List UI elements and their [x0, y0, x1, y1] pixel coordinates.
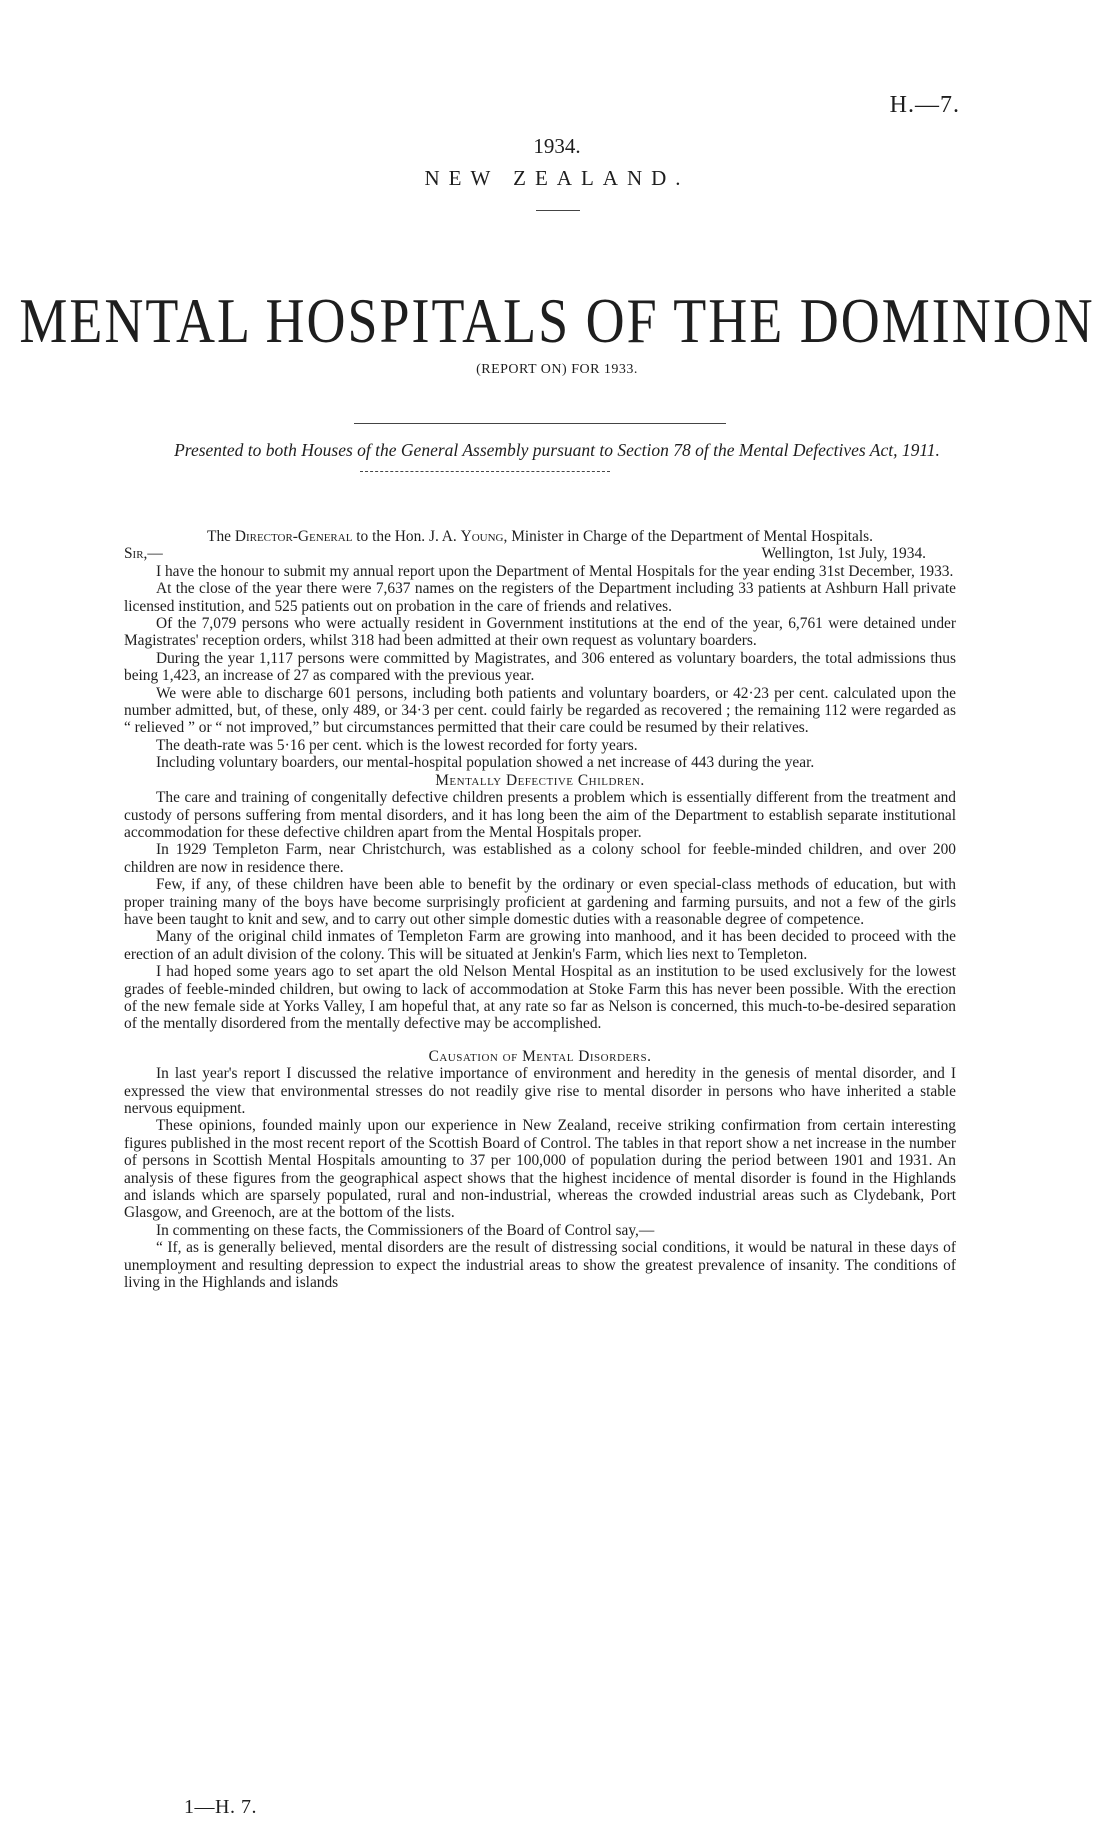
paragraph: At the close of the year there were 7,637 names on the registers of the Department including 33 patients at Ashburn Hall private licensed institution, and 525 patients out on probation in the care of friends and relatives.: [124, 580, 956, 615]
addressee-mid: to the Hon. J. A.: [352, 528, 461, 545]
paragraph: I have the honour to submit my annual report upon the Department of Mental Hospitals for the year ending 31st December, 1933.: [156, 562, 954, 580]
paragraph: Few, if any, of these children have been able to benefit by the ordinary or even special-class methods of education, but with proper training many of the boys have become surprisingly proficient at gardening and farming pursuits, and not a few of the girls have been taught to knit and sew, and to carry out other simple domestic duties with a reasonable degree of competence.: [124, 876, 956, 928]
addressee-post: , Minister in Charge of the Department of Mental Hospitals.: [503, 528, 873, 545]
dateline: Wellington, 1st July, 1934.: [761, 545, 926, 563]
addressee-pre: The: [207, 528, 235, 545]
salutation: Sir,—: [124, 545, 163, 563]
report-body: [124, 528, 956, 1291]
paragraph: Of the 7,079 persons who were actually resident in Government institutions at the end of the year, 6,761 were detained under Magistrates' reception orders, whilst 318 had been admitted at their own request as voluntary boarders.: [124, 615, 956, 650]
report-title: MENTAL HOSPITALS OF THE DOMINION: [19, 285, 1095, 356]
addressee-name: Young: [460, 528, 504, 545]
presented-note: Presented to both Houses of the General Assembly pursuant to Section 78 of the Mental Defectives Act, 1911.: [174, 440, 940, 460]
section-heading-causation: Causation of Mental Disorders.: [428, 1047, 652, 1065]
paragraph: During the year 1,117 persons were committed by Magistrates, and 306 entered as voluntary boarders, the total admissions thus being 1,423, an increase of 27 as compared with the previous year.: [124, 649, 956, 685]
addressee-from: Director-General: [234, 528, 353, 545]
paragraph: I had hoped some years ago to set apart the old Nelson Mental Hospital as an institution to be used exclusively for the lowest grades of feeble-minded children, but owing to lack of accommodation at Stoke Farm this has never been possible. With the erection of the new female side at Yorks Valley, I am hopeful that, at any rate so far as Nelson is concerned, this much-to-be-desired separation of the mentally disordered from the mentally defective may be accomplished.: [124, 963, 956, 1033]
paragraph: The death-rate was 5·16 per cent. which is the lowest recorded for forty years.: [156, 736, 638, 754]
page-signature: 1—H. 7.: [184, 1796, 257, 1818]
paragraph: These opinions, founded mainly upon our experience in New Zealand, receive striking confirmation from certain interesting figures published in the most recent report of the Scottish Board of Control. The tables in that report show a net increase in the number of persons in Scottish Mental Hospitals amounting to 37 per 100,000 of population during the period between 1901 and 1931. An analysis of these figures from the geographical aspect shows that the highest incidence of mental disorder is found in the Highlands and islands which are sparsely populated, rural and non-industrial, whereas the crowded industrial areas such as Clydebank, Port Glasgow, and Greenoch, are at the bottom of the lists.: [124, 1117, 956, 1222]
paper-reference: H.—7.: [889, 92, 960, 118]
paragraph: In 1929 Templeton Farm, near Christchurch, was established as a colony school for feeble-minded children, and over 200 children are now in residence there.: [124, 841, 956, 876]
addressee-line: [124, 528, 956, 545]
paragraph: The care and training of congenitally defective children presents a problem which is essentially different from the treatment and custody of persons suffering from mental disorders, and it has long been the aim of the Department to establish separate institutional accommodation for these defective children apart from the Mental Hospitals proper.: [124, 789, 956, 841]
paragraph: We were able to discharge 601 persons, including both patients and voluntary boarders, or 42·23 per cent. calculated upon the number admitted, but, of these, only 489, or 34·3 per cent. could fairly be regarded as recovered ; the remaining 112 were regarded as “ relieved ” or “ not improved,” but circumstances permitted that their care could be resumed by their relatives.: [124, 684, 956, 737]
divider-lower: [360, 471, 610, 472]
paragraph: In commenting on these facts, the Commissioners of the Board of Control say,—: [156, 1221, 655, 1239]
report-year: 1934.: [533, 134, 581, 158]
paragraph: Many of the original child inmates of Templeton Farm are growing into manhood, and it has been decided to proceed with the erection of an adult division of the colony. This will be situated at Jenkin's Farm, which lies next to Templeton.: [124, 928, 956, 963]
country-heading: NEW ZEALAND.: [424, 166, 690, 190]
section-heading-defective: Mentally Defective Children.: [435, 771, 645, 789]
quoted-paragraph: “ If, as is generally believed, mental disorders are the result of distressing social conditions, it would be natural in these days of unemployment and resulting depression to expect the industrial areas to show the greatest prevalence of insanity. The conditions of living in the Highlands and islands: [124, 1239, 956, 1292]
paragraph: Including voluntary boarders, our mental-hospital population showed a net increase of 443 during the year.: [156, 754, 815, 772]
report-subtitle: (REPORT ON) FOR 1933.: [476, 362, 638, 377]
divider-short: [536, 210, 580, 211]
divider-upper: [354, 423, 726, 424]
paragraph: In last year's report I discussed the relative importance of environment and heredity in the genesis of mental disorder, and I expressed the view that environmental stresses do not readily give rise to mental disorder in persons who have inherited a stable nervous equipment.: [124, 1065, 956, 1117]
salutation-row: [124, 545, 956, 562]
